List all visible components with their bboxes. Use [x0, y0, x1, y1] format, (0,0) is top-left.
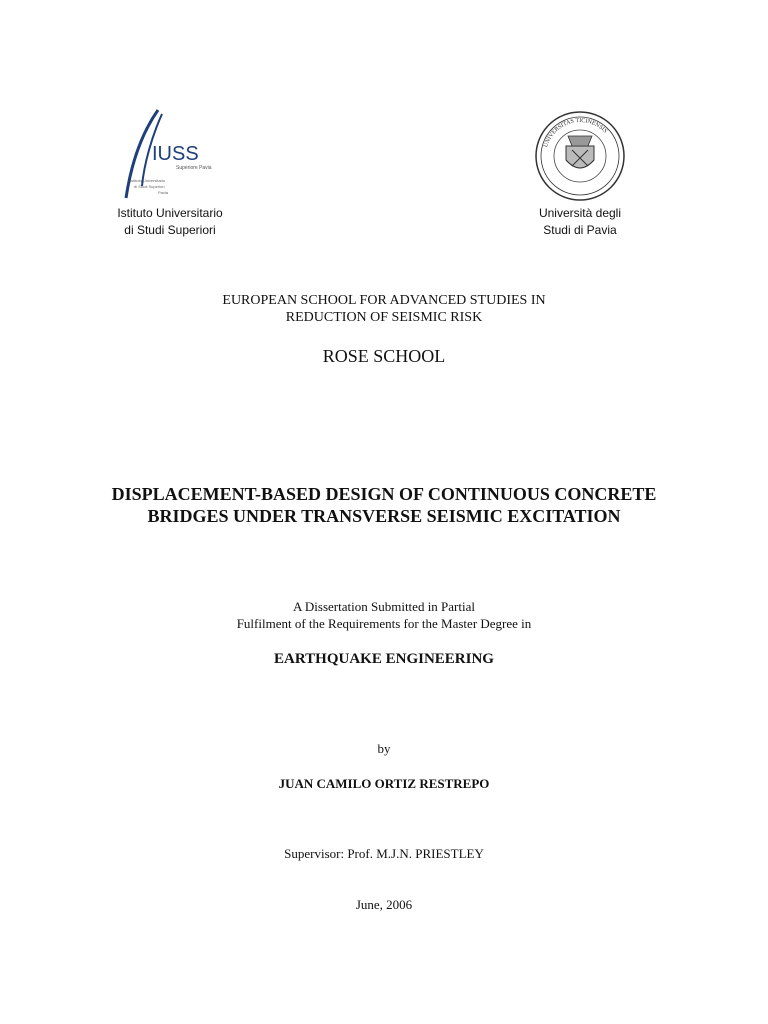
degree-name: EARTHQUAKE ENGINEERING — [274, 651, 494, 667]
submission-statement — [0, 598, 768, 632]
svg-text:Istituto Universitario: Istituto Universitario — [130, 178, 166, 183]
pavia-seal-logo — [532, 110, 628, 202]
school-heading — [0, 292, 768, 326]
iuss-logo — [112, 108, 222, 204]
svg-text:Superiore Pavia: Superiore Pavia — [176, 165, 212, 171]
intro-line: A Dissertation Submitted in Partial — [293, 599, 475, 614]
dissertation-title — [0, 483, 768, 527]
supervisor-line: Supervisor: Prof. M.J.N. PRIESTLEY — [284, 846, 484, 861]
school-name: ROSE SCHOOL — [322, 346, 446, 366]
institution-right-line: Università degli — [538, 206, 622, 220]
by-label: by — [377, 741, 391, 756]
institution-left — [80, 205, 260, 239]
svg-text:UNIVERSITAS TICINENSIS: UNIVERSITAS TICINENSIS — [543, 117, 609, 149]
submission-date: June, 2006 — [355, 897, 413, 912]
intro-line: Fulfilment of the Requirements for the Master Degree in — [236, 616, 532, 631]
institution-right — [490, 205, 670, 239]
svg-text:di Studi Superiori: di Studi Superiori — [134, 184, 165, 189]
institution-right-line: Studi di Pavia — [543, 223, 617, 237]
author-name: JUAN CAMILO ORTIZ RESTREPO — [278, 776, 490, 791]
institution-left-line: di Studi Superiori — [124, 223, 216, 237]
title-line: BRIDGES UNDER TRANSVERSE SEISMIC EXCITATION — [147, 506, 621, 526]
svg-text:IUSS: IUSS — [152, 143, 199, 165]
title-line: DISPLACEMENT-BASED DESIGN OF CONTINUOUS CONCRETE — [111, 484, 657, 504]
institution-left-line: Istituto Universitario — [117, 206, 223, 220]
school-line: EUROPEAN SCHOOL FOR ADVANCED STUDIES IN — [222, 293, 546, 308]
svg-text:Pavia: Pavia — [158, 190, 169, 195]
school-line: REDUCTION OF SEISMIC RISK — [285, 310, 483, 325]
